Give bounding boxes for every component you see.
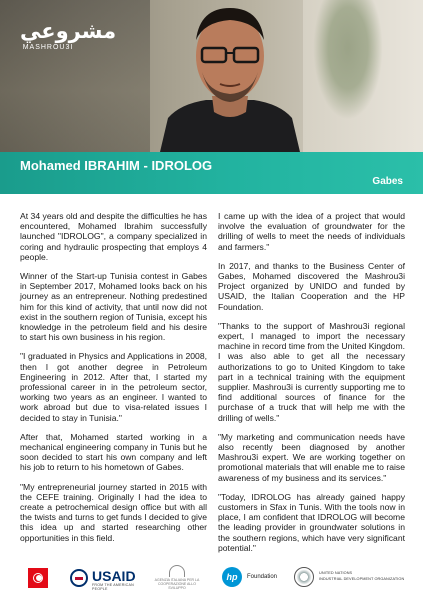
unido-label [319, 571, 404, 582]
photo-plant [313, 0, 383, 120]
paragraph: In 2017, and thanks to the Business Center of Gabes, Mohamed discovered the Mashrou3i Project organized by UNIDO and funded by USAID, the Italian Cooperation and the HP Foundation. [218, 260, 405, 312]
unido-line-2: INDUSTRIAL DEVELOPMENT ORGANIZATION [319, 576, 405, 581]
hp-foundation-logo [222, 567, 292, 591]
unido-logo [294, 567, 414, 591]
usaid-logo [70, 568, 140, 590]
entrepreneur-name: Mohamed IBRAHIM - IDROLOG [20, 158, 213, 173]
portrait-photo [160, 0, 300, 152]
paragraph: Winner of the Start-up Tunisia contest in Gabes in September 2017, Mohamed looks back on his journey as an entrepreneur. Nothing predestined him for this kind of activity, that until now did not exist in the southern region of Tunisia, except his knowledge in the petroleum field and his desire to start his own business in his region. [20, 271, 207, 343]
tunisia-flag-icon [28, 568, 48, 588]
mashrou3i-logo [20, 19, 117, 51]
header-photo [0, 0, 423, 152]
paragraph: After that, Mohamed started working in a mechanical engineering company in Tunis but he soon decided to start his own company and left his job to return to his hometown of Gabes. [20, 431, 207, 473]
unido-line-1: UNITED NATIONS [319, 571, 353, 575]
cooperation-arc-icon [169, 565, 185, 577]
hp-foundation-label: Foundation [247, 574, 278, 580]
paragraph: "Today, IDROLOG has already gained happy customers in Sfax in Tunis. With the tools now in place, I am confident that IDROLOG will become the leading provider in groundwater solutions in the southern regions, which have very significant potential." [218, 491, 405, 553]
usaid-word: USAID [92, 568, 136, 584]
left-column [20, 211, 207, 552]
hp-logo-icon: hp [222, 567, 242, 587]
logo-latin-text: MASHROU3I [22, 44, 74, 51]
paragraph: At 34 years old and despite the difficulties he has encountered, Mohamed Ibrahim successfully launched "IDROLOG", a company specialized in coring and hydraulic prospecting that employs 4 people. [20, 211, 207, 262]
paragraph: "I graduated in Physics and Applications in 2008, then I got another degree in Petroleum Engineering in 2012. After that, I started my professional career in in the petroleum sector, working two years as an engineer. I wanted to work abroad but due to visa-related issues I decided to stay in Tunisia." [20, 351, 207, 423]
paragraph: "My marketing and communication needs have also recently been diagnosed by another Mashrou3i expert. We are working together on promotional materials that will enable me to raise awareness of my business and its services." [218, 431, 405, 483]
paragraph: "Thanks to the support of Mashrou3i regional expert, I managed to import the necessary machine in record time from the United Kingdom. I was also able to get all the necessary authorizations to go to United Kingdom to take part in a technical training with the equipment supplier. Mashrou3i is currently supporting me to find additional sources of finance for the purchase of a truck that will help me with the drilling of wells." [218, 320, 405, 423]
usaid-tagline: FROM THE AMERICAN PEOPLE [92, 583, 134, 591]
paragraph: "My entrepreneurial journey started in 2015 with the CEFE training. Originally I had the idea to create a petrochemical design office but with all the twists and turns to get funds I decided to give this idea up and started researching other opportunities in this field. [20, 481, 207, 543]
name-banner [0, 152, 423, 194]
logo-arabic-text: مشروعي [20, 19, 117, 43]
right-column [218, 211, 405, 562]
cooperation-text: AGENZIA ITALIANA PER LA COOPERAZIONE ALLO SVILUPPO [154, 578, 200, 590]
location-label: Gabes [372, 176, 403, 187]
usaid-seal-icon [70, 569, 88, 587]
unido-emblem-icon [294, 567, 314, 587]
partner-logos [0, 560, 423, 605]
italian-cooperation-logo [151, 565, 203, 591]
paragraph: I came up with the idea of a project that would involve the evaluation of groundwater for the drilling of wells to meet the needs of individuals and farmers." [218, 211, 405, 252]
